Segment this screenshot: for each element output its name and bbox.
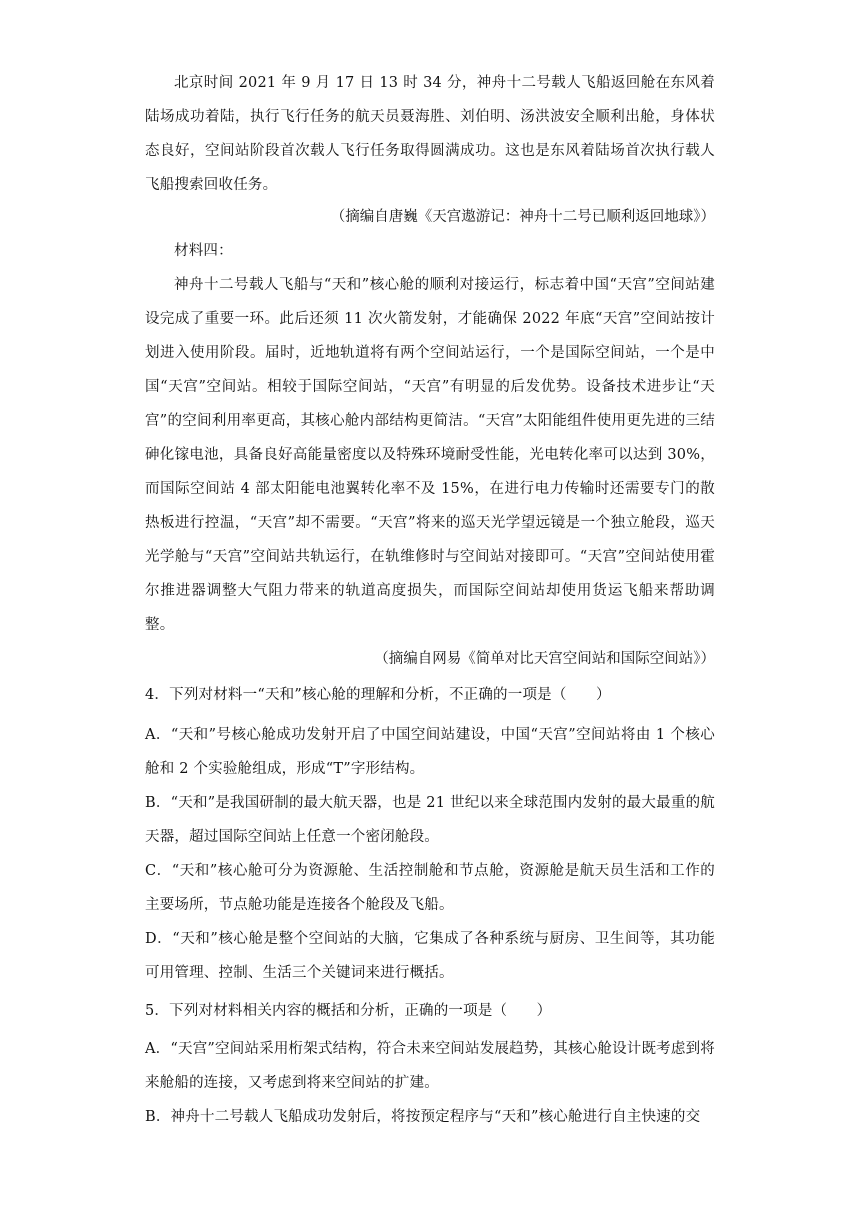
- question4-option-b: B．“天和”是我国研制的最大航天器，也是 21 世纪以来全球范围内发射的最大最重的航天器，超过国际空间站上任意一个密闭舱段。: [145, 795, 715, 845]
- question5-option-a: A．“天宫”空间站采用桁架式结构，符合未来空间站发展趋势，其核心舱设计既考虑到将来舱船的连接，又考虑到将来空间站的扩建。: [145, 1041, 715, 1091]
- material4-heading: 材料四：: [174, 243, 233, 259]
- material3-paragraph: 北京时间 2021 年 9 月 17 日 13 时 34 分，神舟十二号载人飞船返回舱在东风着陆场成功着陆，执行飞行任务的航天员聂海胜、刘伯明、汤洪波安全顺利出舱，身体状态良好，空间站阶段首次载人飞行任务取得圆满成功。这也是东风着陆场首次执行载人飞船搜索回收任务。: [145, 75, 715, 193]
- material3-source: （摘编自唐巍《天宫遨游记：神舟十二号已顺利返回地球》）: [330, 209, 715, 225]
- question4-stem: 4．下列对材料一“天和”核心舱的理解和分析，不正确的一项是（ ）: [145, 687, 611, 703]
- material4-paragraph: 神舟十二号载人飞船与“天和”核心舱的顺利对接运行，标志着中国“天宫”空间站建设完成了重要一环。此后还须 11 次火箭发射，才能确保 2022 年底“天宫”空间站按计划进入使用阶段。届时，近地轨道将有两个空间站运行，一个是国际空间站，一个是中国“天宫”空间站。相较于国际空间站，“天宫”有明显的后发优势。设备技术进步让“天宫”的空间利用率更高，其核心舱内部结构更简洁。“天宫”太阳能组件使用更先进的三结砷化镓电池，具备良好高能量密度以及特殊环境耐受性能，光电转化率可以达到 30%，而国际空间站 4 部太阳能电池翼转化率不及 15%，在进行电力传输时还需要专门的散热板进行控温，“天宫”却不需要。“天宫”将来的巡天光学望远镜是一个独立舱段，巡天光学舱与“天宫”空间站共轨运行，在轨维修时与空间站对接即可。“天宫”空间站使用霍尔推进器调整大气阻力带来的轨道高度损失，而国际空间站却使用货运飞船来帮助调整。: [145, 277, 715, 633]
- material4-source: （摘编自网易《简单对比天宫空间站和国际空间站》）: [374, 651, 715, 667]
- question5-stem: 5．下列对材料相关内容的概括和分析，正确的一项是（ ）: [145, 1003, 552, 1019]
- question4-option-c: C．“天和”核心舱可分为资源舱、生活控制舱和节点舱，资源舱是航天员生活和工作的主要场所，节点舱功能是连接各个舱段及飞船。: [145, 863, 715, 913]
- question4-option-d: D．“天和”核心舱是整个空间站的大脑，它集成了各种系统与厨房、卫生间等，其功能可用管理、控制、生活三个关键词来进行概括。: [145, 931, 715, 981]
- question4-option-a: A．“天和”号核心舱成功发射开启了中国空间站建设，中国“天宫”空间站将由 1 个核心舱和 2 个实验舱组成，形成“T”字形结构。: [145, 727, 715, 777]
- question5-option-b: B．神舟十二号载人飞船成功发射后，将按预定程序与“天和”核心舱进行自主快速的交: [145, 1109, 701, 1125]
